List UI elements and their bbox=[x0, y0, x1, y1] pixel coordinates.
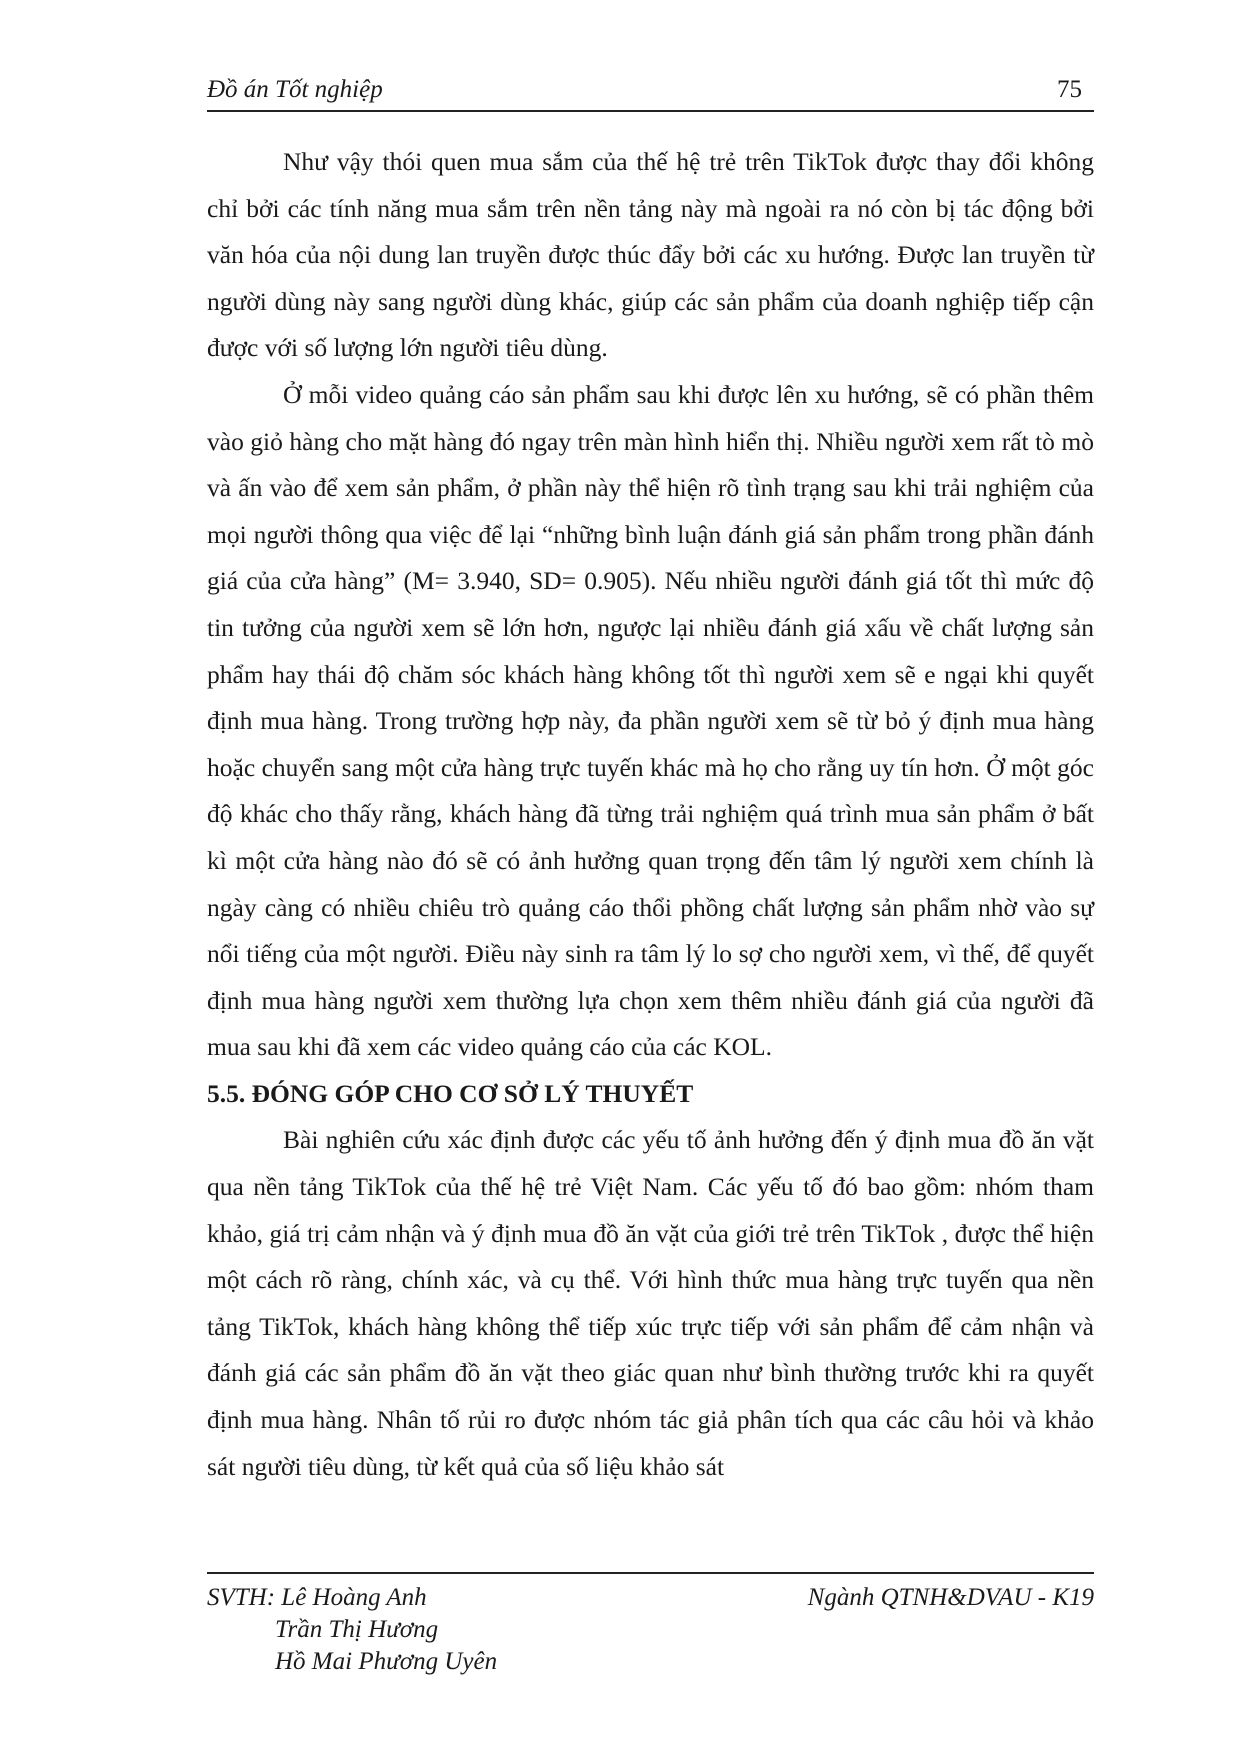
paragraph-2: Ở mỗi video quảng cáo sản phẩm sau khi được lên xu hướng, sẽ có phần thêm vào giỏ hàng cho mặt hàng đó ngay trên màn hình hiển thị. Nhiều người xem rất tò mò và ấn vào để xem sản phẩm, ở phần này thể hiện rõ tình trạng sau khi trải nghiệm của mọi người thông qua việc để lại “những bình luận đánh giá sản phẩm trong phần đánh giá của cửa hàng” (M= 3.940, SD= 0.905). Nếu nhiều người đánh giá tốt thì mức độ tin tưởng của người xem sẽ lớn hơn, ngược lại nhiều đánh giá xấu về chất lượng sản phẩm hay thái độ chăm sóc khách hàng không tốt thì người xem sẽ e ngại khi quyết định mua hàng. Trong trường hợp này, đa phần người xem sẽ từ bỏ ý định mua hàng hoặc chuyển sang một cửa hàng trực tuyến khác mà họ cho rằng uy tín hơn. Ở một góc độ khác cho thấy rằng, khách hàng đã từng trải nghiệm quá trình mua sản phẩm ở bất kì một cửa hàng nào đó sẽ có ảnh hưởng quan trọng đến tâm lý người xem chính là ngày càng có nhiều chiêu trò quảng cáo thổi phồng chất lượng sản phẩm nhờ vào sự nổi tiếng của một người. Điều này sinh ra tâm lý lo sợ cho người xem, vì thế, để quyết định mua hàng người xem thường lựa chọn xem thêm nhiều đánh giá của người đã mua sau khi đã xem các video quảng cáo của các KOL. bbox=[207, 379, 1094, 1062]
footer-authors bbox=[207, 1582, 497, 1678]
footer-program: Ngành QTNH&DVAU - K19 bbox=[807, 1584, 1094, 1611]
section-heading: 5.5. ĐÓNG GÓP CHO CƠ SỞ LÝ THUYẾT bbox=[207, 1078, 694, 1108]
page-footer bbox=[207, 1572, 1094, 1675]
author-line-3: Hồ Mai Phương Uyên bbox=[275, 1648, 498, 1675]
page-header bbox=[207, 70, 1094, 112]
paragraph-1: Như vậy thói quen mua sắm của thế hệ trẻ trên TikTok được thay đổi không chỉ bởi các tính năng mua sắm trên nền tảng này mà ngoài ra nó còn bị tác động bởi văn hóa của nội dung lan truyền được thúc đẩy bởi các xu hướng. Được lan truyền từ người dùng này sang người dùng khác, giúp các sản phẩm của doanh nghiệp tiếp cận được với số lượng lớn người tiêu dùng. bbox=[207, 147, 1094, 363]
header-title: Đồ án Tốt nghiệp bbox=[207, 76, 383, 103]
paragraph-3: Bài nghiên cứu xác định được các yếu tố ảnh hưởng đến ý định mua đồ ăn vặt qua nền tảng TikTok của thế hệ trẻ Việt Nam. Các yếu tố đó bao gồm: nhóm tham khảo, giá trị cảm nhận và ý định mua đồ ăn vặt của giới trẻ trên TikTok , được thể hiện một cách rõ ràng, chính xác, và cụ thể. Với hình thức mua hàng trực tuyến qua nền tảng TikTok, khách hàng không thể tiếp xúc trực tiếp với sản phẩm để cảm nhận và đánh giá các sản phẩm đồ ăn vặt theo giác quan như bình thường trước khi ra quyết định mua hàng. Nhân tố rủi ro được nhóm tác giả phân tích qua các câu hỏi và khảo sát người tiêu dùng, từ kết quả của số liệu khảo sát bbox=[207, 1125, 1094, 1481]
page-number: 75 bbox=[1057, 76, 1082, 103]
author-line-2: Trần Thị Hương bbox=[275, 1616, 439, 1643]
page-content bbox=[207, 139, 1094, 1490]
author-line-1: SVTH: Lê Hoàng Anh bbox=[207, 1584, 427, 1611]
